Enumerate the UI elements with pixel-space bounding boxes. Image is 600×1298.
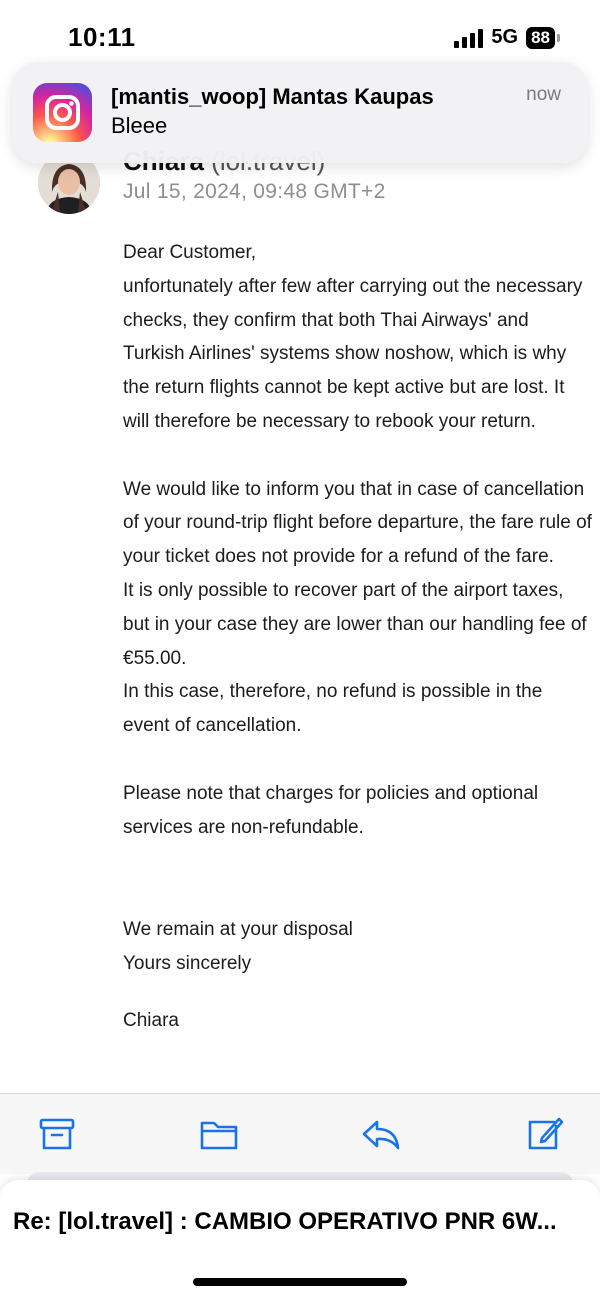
status-bar (0, 0, 600, 70)
email-date: Jul 15, 2024, 09:48 GMT+2 (123, 180, 386, 203)
email-greeting: Dear Customer, (123, 242, 257, 263)
status-time: 10:11 (68, 22, 136, 52)
email-paragraph-2: We would like to inform you that in case of cancellation of your round-trip flight before departure, the fare rule of your ticket does not provide for a refund of the fare. (123, 478, 592, 568)
email-signature: Chiara (123, 1010, 179, 1032)
email-paragraph-1: unfortunately after few after carrying out the necessary checks, they confirm that both Thai Airways' and Turkish Airlines' systems show noshow, which is why the return flights cannot be kept active but are lost. It will therefore be necessary to rebook your return. (123, 275, 583, 432)
folder-icon[interactable] (199, 1114, 239, 1154)
archive-icon[interactable] (37, 1114, 77, 1154)
status-indicators (454, 26, 560, 49)
draft-sheet[interactable] (0, 1180, 600, 1298)
network-label: 5G (491, 26, 519, 48)
draft-subject[interactable]: Re: [lol.travel] : CAMBIO OPERATIVO PNR 6W... (13, 1208, 557, 1235)
signal-icon (454, 28, 483, 48)
home-indicator[interactable] (193, 1278, 407, 1286)
battery-icon (526, 27, 560, 49)
reply-icon[interactable] (361, 1114, 401, 1154)
compose-icon[interactable] (524, 1114, 564, 1154)
email-body (123, 236, 593, 1038)
instagram-icon (33, 83, 92, 142)
notification-title: [mantis_woop] Mantas Kaupas (111, 84, 434, 109)
email-closing-1: We remain at your disposal (123, 918, 353, 940)
notification-time: now (526, 84, 561, 105)
notification-text: Bleee (111, 113, 168, 138)
email-paragraph-3: It is only possible to recover part of the airport taxes, but in your case they are lower than our handling fee of €55.00. (123, 579, 587, 669)
mail-toolbar (0, 1093, 600, 1174)
email-closing-2: Yours sincerely (123, 952, 252, 974)
email-paragraph-4: In this case, therefore, no refund is possible in the event of cancellation. (123, 681, 543, 737)
email-paragraph-5: Please note that charges for policies and optional services are non-refundable. (123, 782, 539, 838)
notification-banner[interactable] (12, 62, 588, 163)
battery-level: 88 (526, 27, 555, 49)
